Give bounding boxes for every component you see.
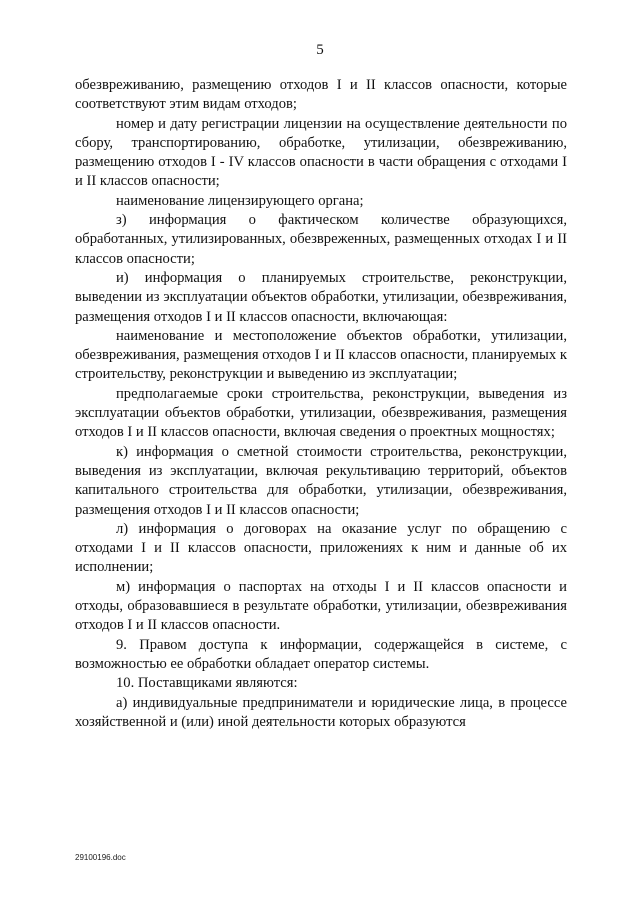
paragraph: 9. Правом доступа к информации, содержащейся в системе, с возможностью ее обработки обладает оператор системы. [75,636,567,672]
paragraph: наименование лицензирующего органа; [116,192,364,209]
document-body [75,76,567,732]
paragraph: обезвреживанию, размещению отходов I и II классов опасности, которые соответствуют этим видам отходов; [75,77,567,113]
paragraph: з) информация о фактическом количестве образующихся, обработанных, утилизированных, обезвреженных, размещенных отходах I и II классов опасности; [75,212,567,267]
paragraph: к) информация о сметной стоимости строительства, реконструкции, выведения из эксплуатации, включая рекультивацию территорий, объектов капитального строительства для обработки, утилизации, обезвреживания, размещения отходов I и II классов опасности; [75,443,567,518]
paragraph: предполагаемые сроки строительства, реконструкции, выведения из эксплуатации объектов обработки, утилизации, обезвреживания, размещения отходов I и II классов опасности, включая сведения о проектных мощностях; [75,385,567,441]
paragraph: а) индивидуальные предприниматели и юридические лица, в процессе хозяйственной и (или) иной деятельности которых образуются [75,694,567,730]
paragraph: и) информация о планируемых строительстве, реконструкции, выведении из эксплуатации объектов обработки, утилизации, обезвреживания, размещения отходов I и II классов опасности, включающая: [75,269,567,325]
paragraph: 10. Поставщиками являются: [116,675,298,692]
paragraph: л) информация о договорах на оказание услуг по обращению с отходами I и II классов опасности, приложениях к ним и данные об их исполнении; [75,520,567,576]
paragraph: м) информация о паспортах на отходы I и II классов опасности и отходы, образовавшиеся в результате обработки, утилизации, обезвреживания отходов I и II классов опасности. [75,578,567,634]
paragraph: номер и дату регистрации лицензии на осуществление деятельности по сбору, транспортированию, обработке, утилизации, обезвреживанию, размещению отходов I - IV классов опасности в части обращения с отходами I и II классов опасности; [75,115,567,190]
document-file-code: 29100196.doc [75,853,126,862]
page-number: 5 [316,42,324,58]
paragraph: наименование и местоположение объектов обработки, утилизации, обезвреживания, размещения отходов I и II классов опасности, планируемых к строительству, реконструкции и выведению из эксплуатации; [75,327,567,383]
